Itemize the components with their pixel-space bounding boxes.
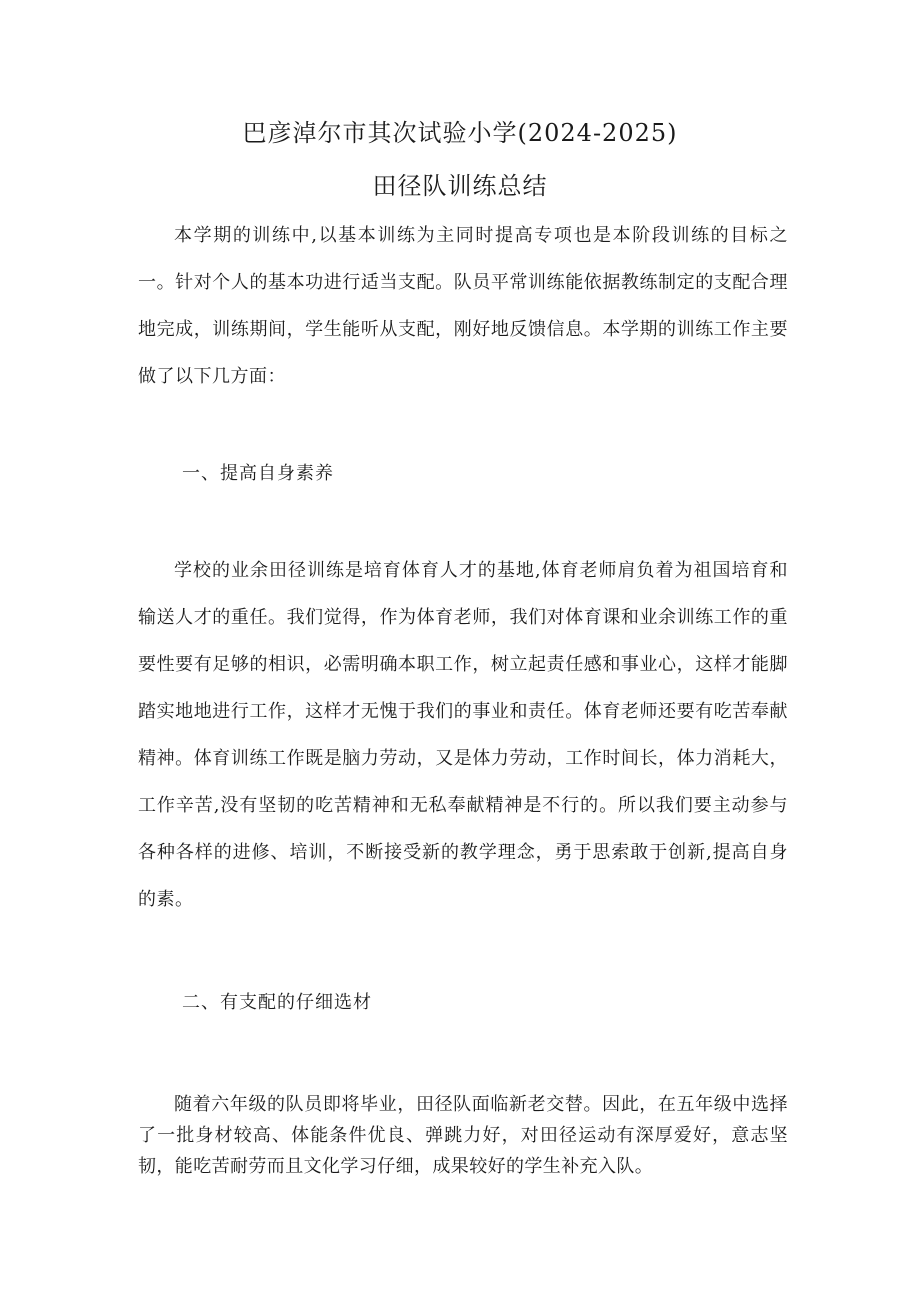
section-1-paragraph: 学校的业余田径训练是培育体育人才的基地,体育老师肩负着为祖国培育和输送人才的重任。我们觉得，作为体育老师，我们对体育课和业余训练工作的重要性要有足够的相识，必需明确本职工作，树立起责任感和事业心，这样才能脚踏实地地进行工作，这样才无愧于我们的事业和责任。体育老师还要有吃苦奉献精神。体育训练工作既是脑力劳动，又是体力劳动，工作时间长，体力消耗大，工作辛苦,没有坚韧的吃苦精神和无私奉献精神是不行的。所以我们要主动参与各种各样的进修、培训，不断接受新的教学理念，勇于思索敢于创新,提高自身的素。 bbox=[138, 560, 788, 910]
document-title-line1: 巴彦淖尔市其次试验小学(2024-2025) bbox=[242, 119, 678, 147]
section-heading-2: 二、有支配的仔细选材 bbox=[182, 992, 372, 1013]
document-title-line2: 田径队训练总结 bbox=[372, 172, 548, 200]
section-2-paragraph: 随着六年级的队员即将毕业，田径队面临新老交替。因此，在五年级中选择了一批身材较高、体能条件优良、弹跳力好，对田径运动有深厚爱好，意志坚韧，能吃苦耐劳而且文化学习仔细，成果较好的学生补充入队。 bbox=[138, 1094, 788, 1177]
section-heading-1: 一、提高自身素养 bbox=[182, 463, 334, 484]
intro-paragraph: 本学期的训练中,以基本训练为主同时提高专项也是本阶段训练的目标之一。针对个人的基本功进行适当支配。队员平常训练能依据教练制定的支配合理地完成，训练期间，学生能听从支配，刚好地反馈信息。本学期的训练工作主要做了以下几方面： bbox=[138, 225, 788, 387]
